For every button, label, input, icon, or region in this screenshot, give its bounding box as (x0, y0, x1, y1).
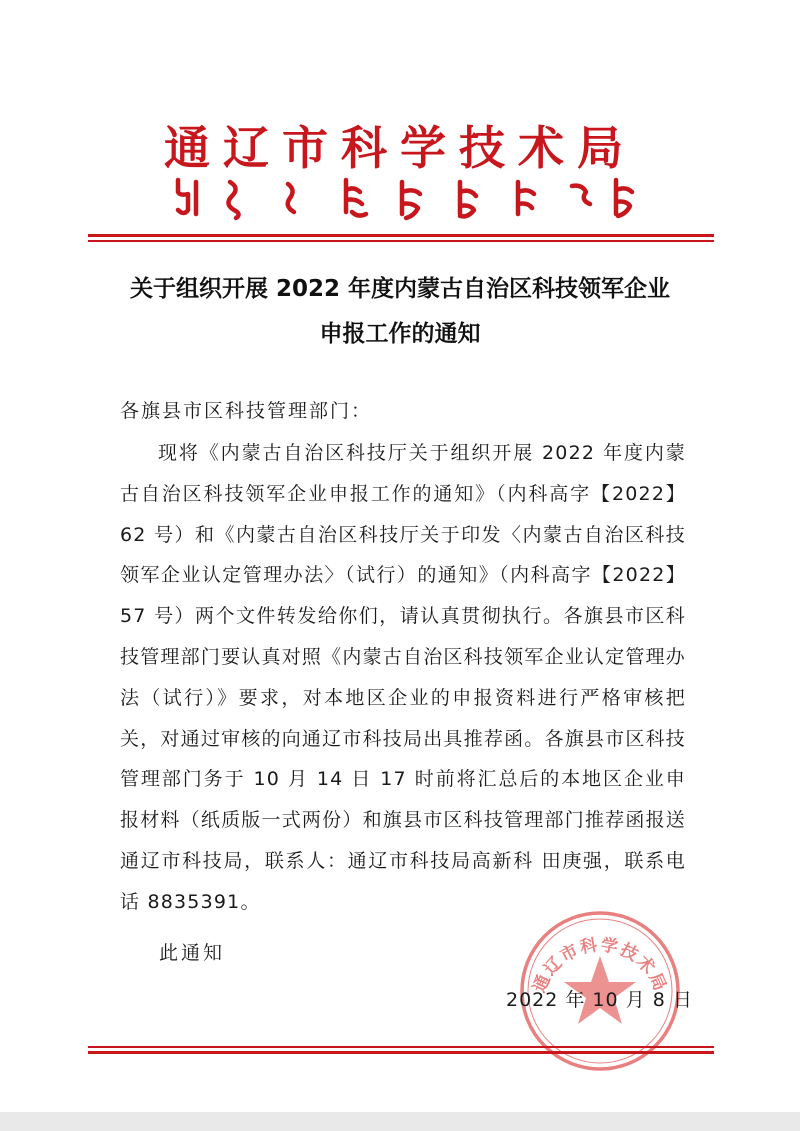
header-divider-thin (88, 240, 714, 242)
footer-divider-thin (88, 1046, 714, 1048)
notice-body: 现将《内蒙古自治区科技厅关于组织开展 2022 年度内蒙古自治区科技领军企业申报工作的通知》（内科高字【2022】62 号）和《内蒙古自治区科技厅关于印发〈内蒙古自治区科技领军企业认定管理办法〉（试行）的通知》（内科高字【2022】57 号）两个文件转发给你们，请认真贯彻执行。各旗县市区科技管理部门要认真对照《内蒙古自治区科技领军企业认定管理办法（试行）》要求，对本地区企业的申报资料进行严格审核把关，对通过审核的向通辽市科技局出具推荐函。各旗县市区科技管理部门务于 10 月 14 日 17 时前将汇总后的本地区企业申报材料（纸质版一式两份）和旗县市区科技管理部门推荐函报送通辽市科技局，联系人：通辽市科技局高新科 田庚强，联系电话 8835391。 (120, 442, 686, 913)
salutation: 各旗县市区科技管理部门： (120, 400, 373, 422)
header-divider-thick (88, 234, 714, 237)
mongolian-script-line (170, 170, 640, 226)
issue-date: 2022 年 10 月 8 日 (506, 989, 693, 1011)
closing-remark: 此通知 (159, 942, 226, 964)
seal-text: 通辽市科学技术局 (529, 935, 671, 996)
scan-bottom-edge (0, 1112, 800, 1131)
notice-title-line2: 申报工作的通知 (319, 321, 481, 347)
footer-divider-thick (88, 1051, 714, 1054)
issuing-authority-title: 通辽市科学技术局 (164, 121, 636, 175)
notice-title-line1: 关于组织开展 2022 年度内蒙古自治区科技领军企业 (129, 276, 671, 302)
